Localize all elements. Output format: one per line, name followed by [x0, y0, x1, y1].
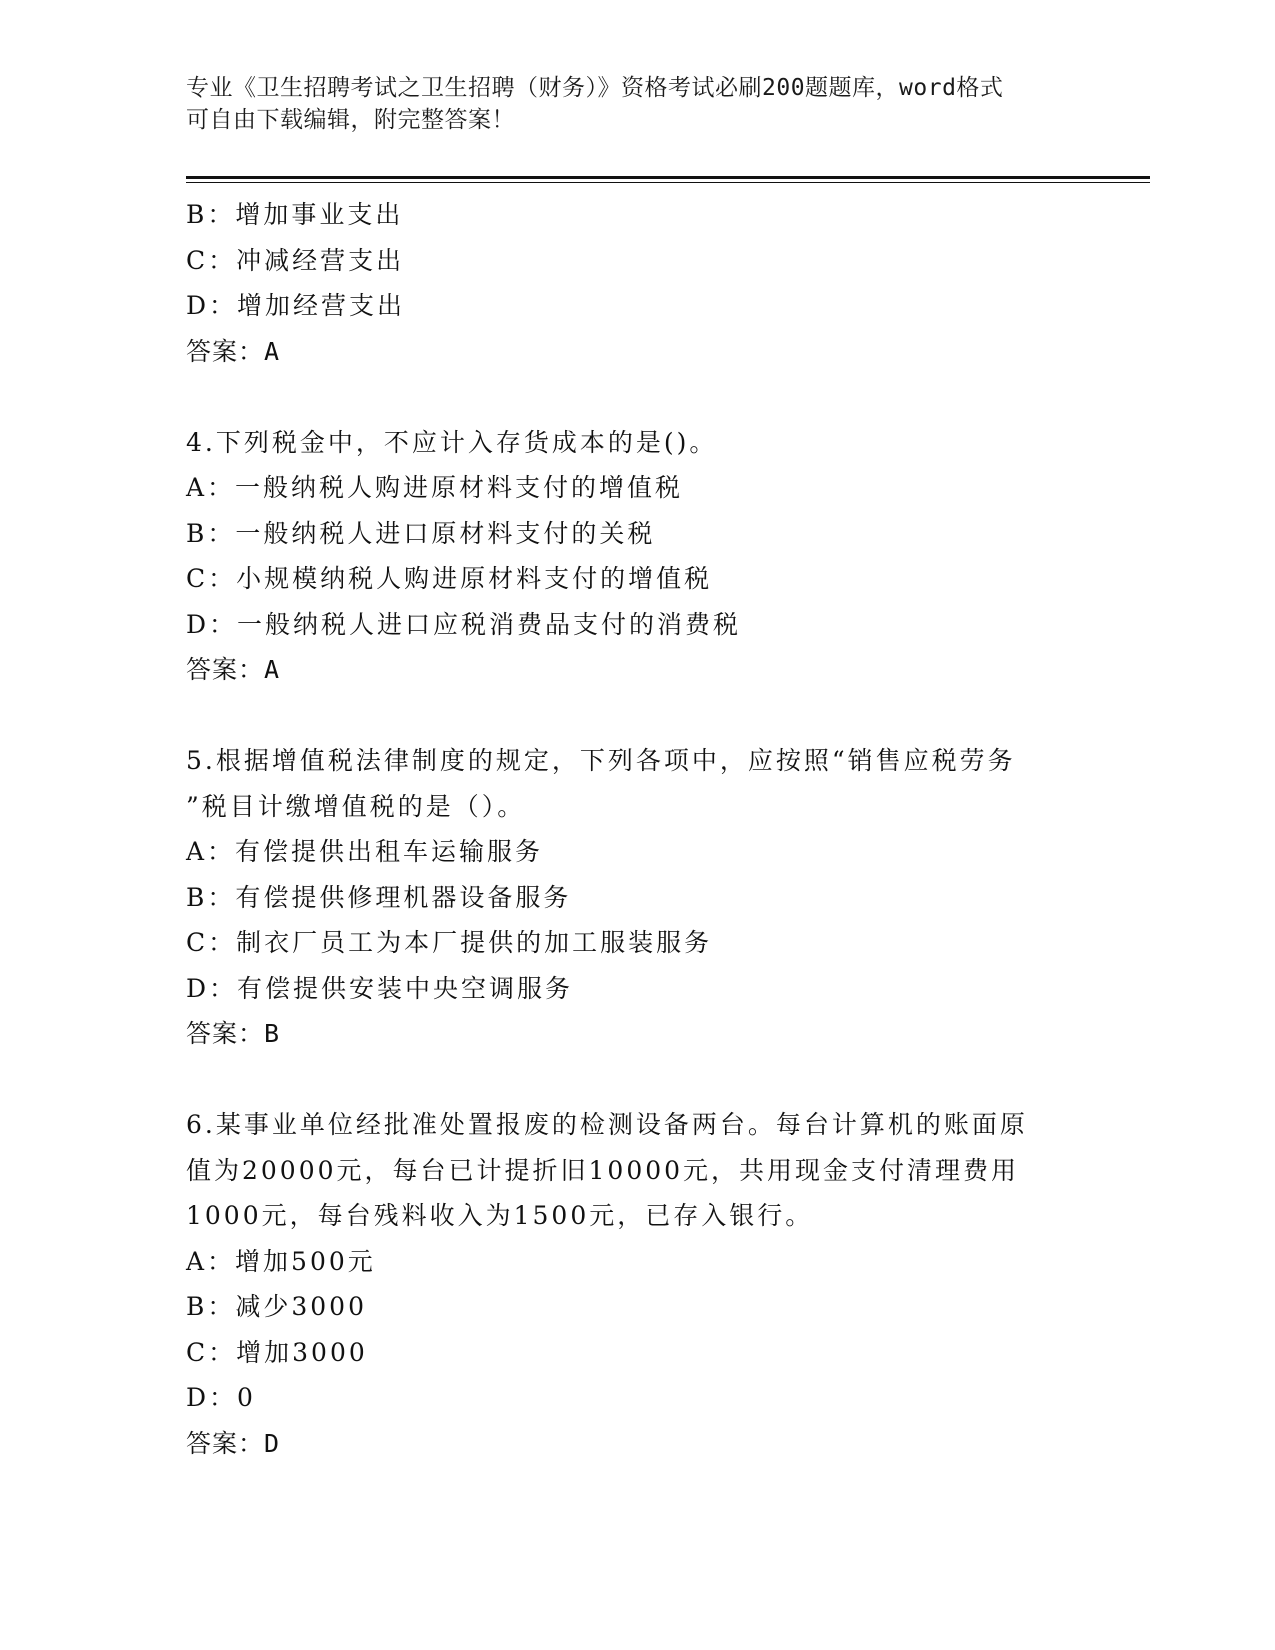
question-5	[186, 738, 1086, 1057]
header-title-line-1: 专业《卫生招聘考试之卫生招聘（财务）》资格考试必刷200题题库，word格式	[186, 75, 1004, 101]
question-stem-line-3: 1000元，每台残料收入为1500元，已存入银行。	[186, 1201, 814, 1230]
question-stem-line-1: 6.某事业单位经批准处置报废的检测设备两台。每台计算机的账面原	[186, 1110, 1028, 1139]
spacer	[186, 374, 1086, 420]
header-rule-thick	[186, 176, 1150, 179]
option-a: A：一般纳税人购进原材料支付的增值税	[186, 473, 684, 502]
question-stem: 4.下列税金中，不应计入存货成本的是()。	[186, 427, 718, 457]
option-d: D：有偿提供安装中央空调服务	[186, 973, 574, 1003]
option-b: B：一般纳税人进口原材料支付的关税	[186, 518, 656, 548]
option-a: A：增加500元	[186, 1246, 376, 1276]
option-b: B：减少3000	[186, 1292, 367, 1321]
question-content	[186, 192, 1086, 1466]
answer: 答案：A	[186, 655, 281, 684]
question-stem-line-1: 5.根据增值税法律制度的规定，下列各项中，应按照“销售应税劳务	[186, 746, 1016, 775]
header-title-line-2: 可自由下载编辑，附完整答案！	[186, 107, 515, 133]
option-c: C：增加3000	[186, 1337, 368, 1367]
option-c: C：小规模纳税人购进原材料支付的增值税	[186, 564, 713, 593]
question-4	[186, 420, 1086, 693]
option-d: D：一般纳税人进口应税消费品支付的消费税	[186, 609, 742, 639]
question-stem-line-2: 值为20000元，每台已计提折旧10000元，共用现金支付清理费用	[186, 1155, 1020, 1185]
question-6	[186, 1102, 1086, 1466]
spacer	[186, 1057, 1086, 1103]
option-d: D：增加经营支出	[186, 291, 406, 320]
header-rule-thin	[186, 182, 1150, 183]
spacer	[186, 693, 1086, 739]
option-d: D：0	[186, 1383, 256, 1412]
option-b: B：有偿提供修理机器设备服务	[186, 882, 572, 912]
page-header	[186, 72, 1066, 136]
answer: 答案：D	[186, 1428, 281, 1458]
answer: 答案：B	[186, 1019, 281, 1048]
option-b: B：增加事业支出	[186, 200, 404, 229]
option-c: C：制衣厂员工为本厂提供的加工服装服务	[186, 928, 713, 957]
answer: 答案：A	[186, 336, 281, 366]
option-a: A：有偿提供出租车运输服务	[186, 837, 544, 866]
option-c: C：冲减经营支出	[186, 245, 405, 275]
question-3-tail	[186, 192, 1086, 374]
question-stem-line-2: ”税目计缴增值税的是（）。	[186, 791, 526, 821]
